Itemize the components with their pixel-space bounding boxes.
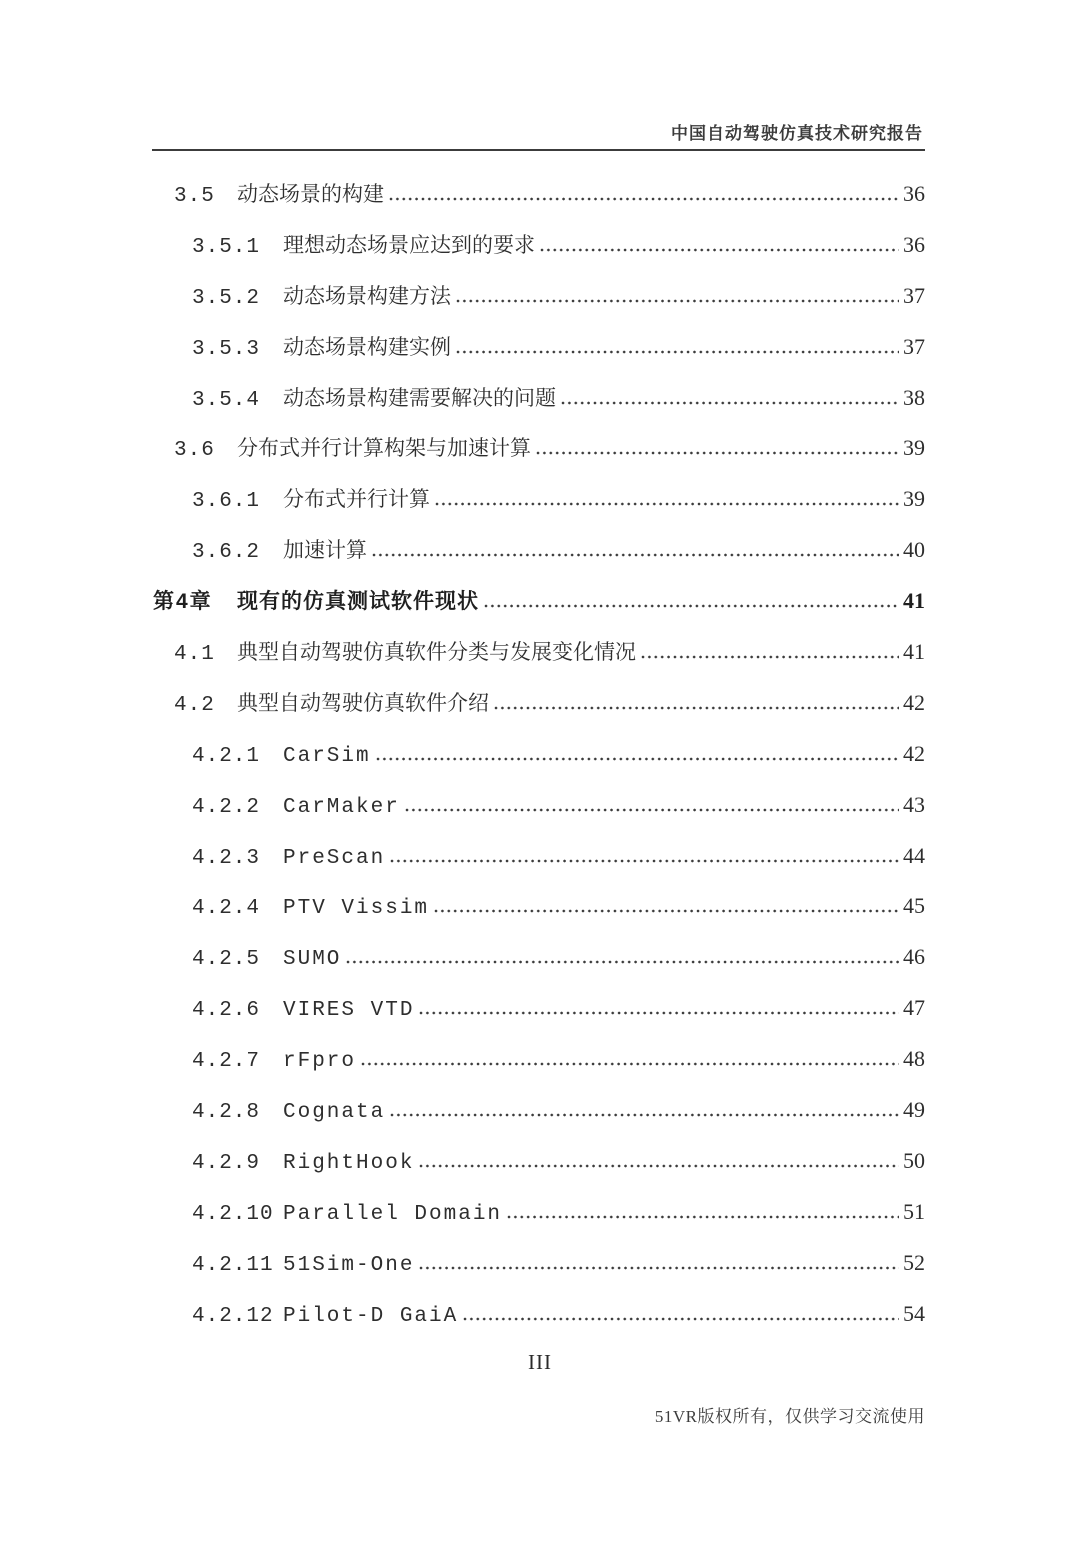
toc-entry-page: 42 xyxy=(903,740,925,766)
toc-entry xyxy=(0,1085,1080,1136)
toc-entry-title: Parallel Domain xyxy=(283,1202,503,1226)
toc-entry-number: 3.5.3 xyxy=(192,337,261,361)
dot-leader xyxy=(435,502,899,506)
toc-entry xyxy=(0,881,1080,932)
dot-leader xyxy=(346,960,899,964)
toc-entry-number: 3.5.4 xyxy=(192,388,261,412)
toc-entry xyxy=(0,1238,1080,1289)
toc-entry xyxy=(0,1289,1080,1340)
toc-entry xyxy=(0,474,1080,525)
dot-leader xyxy=(641,655,899,659)
toc-entry-number: 3.6.2 xyxy=(192,541,261,565)
toc-entry-title: CarMaker xyxy=(283,795,400,819)
toc-entry-number: 4.2 xyxy=(174,693,215,717)
toc-entry-title: 51Sim-One xyxy=(283,1253,415,1277)
toc-entry-page: 48 xyxy=(903,1046,925,1072)
toc-entry-number: 4.2.8 xyxy=(192,1101,261,1125)
toc-entry-page: 46 xyxy=(903,944,925,970)
toc-entry-number: 4.2.4 xyxy=(192,897,261,921)
toc-entry-page: 47 xyxy=(903,995,925,1021)
dot-leader xyxy=(456,350,899,354)
toc-entry-title: Pilot-D GaiA xyxy=(283,1304,459,1328)
toc-entry-title: CarSim xyxy=(283,744,371,768)
dot-leader xyxy=(494,706,899,710)
toc-entry xyxy=(0,322,1080,373)
toc-entry-number: 4.2.9 xyxy=(192,1151,261,1175)
dot-leader xyxy=(419,1266,899,1270)
dot-leader xyxy=(463,1317,899,1321)
toc-entry-number: 4.2.2 xyxy=(192,795,261,819)
toc-entry-number: 3.5.1 xyxy=(192,235,261,259)
toc-entry-title: 分布式并行计算构架与加速计算 xyxy=(237,436,531,461)
toc-entry xyxy=(0,220,1080,271)
toc-entry-page: 51 xyxy=(903,1198,925,1224)
toc-entry-page: 39 xyxy=(903,435,925,461)
dot-leader xyxy=(419,1164,899,1168)
toc-entry-page: 45 xyxy=(903,893,925,919)
toc-entry-title: 典型自动驾驶仿真软件介绍 xyxy=(237,690,489,715)
toc-entry-title: PreScan xyxy=(283,846,386,870)
toc-entry-number: 4.2.5 xyxy=(192,948,261,972)
toc-entry xyxy=(0,373,1080,424)
toc-entry xyxy=(0,932,1080,983)
toc-entry xyxy=(0,271,1080,322)
page-number: III xyxy=(528,1350,552,1374)
toc-entry-page: 54 xyxy=(903,1300,925,1326)
toc-entry-title: 动态场景构建需要解决的问题 xyxy=(283,385,556,410)
dot-leader xyxy=(456,299,899,303)
page-header-title: 中国自动驾驶仿真技术研究报告 xyxy=(671,124,923,143)
toc-entry-number: 4.2.1 xyxy=(192,744,261,768)
toc-entry xyxy=(0,729,1080,780)
toc-entry-title: 动态场景构建方法 xyxy=(283,283,451,308)
dot-leader xyxy=(361,1062,899,1066)
toc-entry-page: 38 xyxy=(903,384,925,410)
toc-entry-number: 4.2.6 xyxy=(192,999,261,1023)
toc-entry-number: 4.2.3 xyxy=(192,846,261,870)
toc-entry-number: 4.2.11 xyxy=(192,1253,274,1277)
toc-entry xyxy=(0,678,1080,729)
toc-entry-title: Cognata xyxy=(283,1101,386,1125)
toc-entry-page: 39 xyxy=(903,486,925,512)
toc-entry-page: 36 xyxy=(903,181,925,206)
toc-entry-page: 37 xyxy=(903,282,925,308)
copyright-notice: 51VR版权所有，仅供学习交流使用 xyxy=(654,1407,925,1426)
toc-entry-title: RightHook xyxy=(283,1151,415,1175)
toc-entry-title: VIRES VTD xyxy=(283,999,415,1023)
dot-leader xyxy=(536,451,899,455)
dot-leader xyxy=(376,757,899,761)
toc-entry-title: rFpro xyxy=(283,1050,357,1074)
toc-entry-page: 43 xyxy=(903,791,925,817)
dot-leader xyxy=(372,553,899,557)
toc-entry-page: 36 xyxy=(903,231,925,257)
table-of-contents xyxy=(0,169,1080,1339)
dot-leader xyxy=(540,248,899,252)
toc-entry xyxy=(0,576,1080,627)
toc-entry-number: 第4章 xyxy=(153,590,213,614)
toc-entry-title: SUMO xyxy=(283,948,342,972)
toc-entry xyxy=(0,1187,1080,1238)
toc-entry-page: 41 xyxy=(903,639,925,665)
toc-entry-page: 37 xyxy=(903,333,925,359)
dot-leader xyxy=(484,604,899,608)
toc-entry-title: 分布式并行计算 xyxy=(283,487,430,512)
toc-entry xyxy=(0,831,1080,882)
toc-entry-number: 3.5.2 xyxy=(192,286,261,310)
dot-leader xyxy=(419,1011,899,1015)
toc-entry xyxy=(0,169,1080,220)
toc-entry-title: PTV Vissim xyxy=(283,897,430,921)
toc-entry-number: 3.6 xyxy=(174,439,215,463)
toc-entry-title: 现有的仿真测试软件现状 xyxy=(237,590,479,614)
toc-entry-title: 加速计算 xyxy=(283,538,367,563)
toc-entry xyxy=(0,627,1080,678)
toc-entry-page: 44 xyxy=(903,842,925,868)
toc-entry-title: 动态场景构建实例 xyxy=(283,334,451,359)
toc-entry-page: 42 xyxy=(903,689,925,715)
toc-entry xyxy=(0,1136,1080,1187)
toc-entry-page: 49 xyxy=(903,1097,925,1123)
dot-leader xyxy=(390,859,899,863)
dot-leader xyxy=(405,808,899,812)
header-rule xyxy=(152,149,925,151)
toc-entry-title: 动态场景的构建 xyxy=(237,182,384,206)
toc-entry xyxy=(0,423,1080,474)
toc-entry xyxy=(0,780,1080,831)
toc-entry-title: 典型自动驾驶仿真软件分类与发展变化情况 xyxy=(237,640,636,665)
toc-entry xyxy=(0,1034,1080,1085)
toc-entry-number: 3.5 xyxy=(174,185,215,208)
dot-leader xyxy=(390,1113,899,1117)
toc-entry-number: 4.2.7 xyxy=(192,1050,261,1074)
dot-leader xyxy=(561,401,899,405)
toc-entry xyxy=(0,983,1080,1034)
toc-entry-page: 40 xyxy=(903,537,925,563)
toc-entry-number: 4.2.10 xyxy=(192,1202,274,1226)
dot-leader xyxy=(434,909,899,913)
toc-entry-number: 4.1 xyxy=(174,643,215,667)
dot-leader xyxy=(507,1215,899,1219)
toc-entry-number: 4.2.12 xyxy=(192,1304,274,1328)
dot-leader xyxy=(389,197,899,201)
toc-entry xyxy=(0,525,1080,576)
toc-entry-number: 3.6.1 xyxy=(192,490,261,514)
toc-entry-page: 52 xyxy=(903,1249,925,1275)
toc-entry-page: 50 xyxy=(903,1147,925,1173)
toc-entry-title: 理想动态场景应达到的要求 xyxy=(283,232,535,257)
toc-entry-page: 41 xyxy=(903,588,925,614)
